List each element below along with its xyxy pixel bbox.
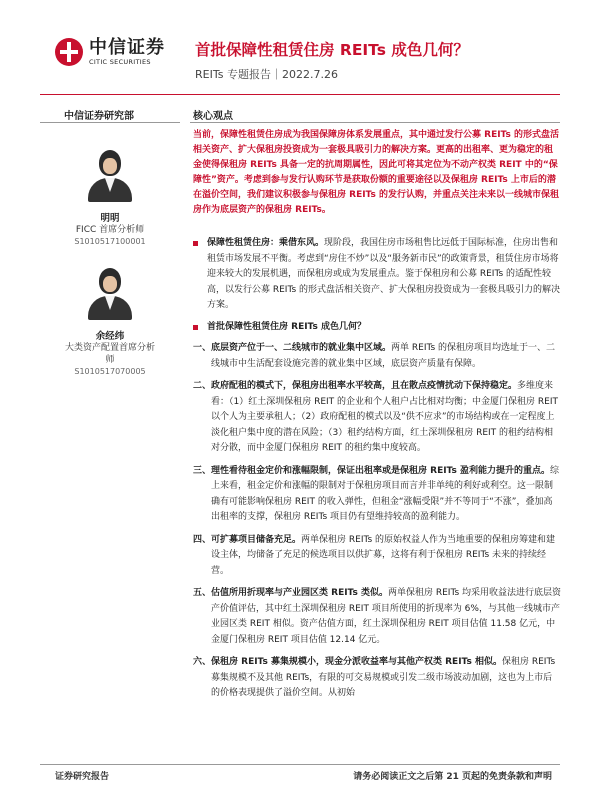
footer-label: 证券研究报告 (55, 772, 110, 782)
list-item (193, 379, 561, 457)
main-divider (190, 122, 560, 123)
footer-divider (40, 764, 560, 765)
analyst-title: 大类资产配置首席分析师 (64, 343, 155, 365)
bullet-lead: 首批保障性租赁住房 REITs 成色几何？ (207, 321, 366, 332)
analyst-name: 余经纬 (95, 331, 125, 342)
item-lead: 政府配租的模式下，保租房出租率水平较高，且在散点疫情扰动下保持稳定。 (211, 381, 518, 391)
footer-disclaimer: 请务必阅读正文之后第 21 页起的免责条款和声明 (353, 772, 552, 782)
bullet-paragraph (193, 320, 561, 336)
list-item (193, 586, 561, 648)
item-lead: 保租房 REITs 募集规模小，现金分派收益率与其他产权类 REITs 相似。 (211, 657, 502, 667)
brand-name-en: CITIC SECURITIES (89, 57, 151, 66)
item-text: 两单保租房 REITs 均采用收益法进行底层资产价值评估，其中红土深圳保租房 REIT 项目所使用的折现率为 6%，与其他一线城市产业园区类 REIT 相似。资产估值方面，红土深圳保租房 REIT 项目估值 11.58 亿元，中金厦门保租房 REIT 项目估值 12.14 亿元。 (211, 588, 562, 645)
item-text: 保租房 REITs 募集规模不及其他 REITs，有限的可交易规模或引发二级市场波动加剧，这也为上市后的价格表现提供了溢价空间。从初始 (211, 657, 556, 698)
bullet-square-icon (193, 325, 198, 330)
item-text: 两单 REITs 的保租房项目均选址于一、二线城市中生活配套设施完善的就业集中区域，底层资产质量有保障。 (211, 343, 556, 369)
item-number: 一、 (193, 343, 212, 353)
item-number: 六、 (193, 657, 212, 667)
bullet-paragraph (193, 236, 561, 314)
item-text: 两单保租房 REITs 的原始权益人作为当地重要的保租房筹建和建设主体，均储备了充足的候选项目以供扩募，这将有利于保租房 REITs 未来的持续经营。 (211, 534, 556, 576)
header-divider (40, 94, 560, 95)
item-text: 多维度来看：（1）红土深圳保租房 REIT 的企业和个人租户占比相对均衡；中金厦门保租房 REIT 以个人为主要承租人；（2）政府配租的模式以及“供不应求”的市场结构或在一定程度上淡化租户集中度的潜在风险；（3）租约结构方面，红土深圳保租房 REIT 的租约结构相对分散，而中金厦门保租房 REIT 的租约集中度较高。 (211, 381, 558, 453)
bullet-square-icon (193, 241, 198, 246)
report-subtitle: REITs 专题报告｜2022.7.26 (195, 68, 338, 81)
analyst-card (40, 150, 180, 246)
analyst-card (40, 268, 180, 376)
brand-name-cn: 中信证券 (89, 36, 165, 58)
report-title: 首批保障性租赁住房 REITs 成色几何？ (195, 41, 469, 59)
bullet-lead: 保障性租赁住房：乘借东风。 (207, 238, 325, 248)
avatar (88, 150, 132, 204)
item-number: 二、 (193, 381, 212, 391)
item-text: 综上来看，租金定价和涨幅的限制对于保租房项目而言并非单纯的利好或利空。这一限制确有可能影响保租房 REIT 的收入弹性，但租金“涨幅受限”并不等同于“不涨”，叠加高出租率的支撑，保租房 REITs 项目仍有望维持较高的盈利能力。 (211, 465, 560, 522)
item-lead: 可扩募项目储备充足。 (211, 534, 302, 545)
item-lead: 理性看待租金定价和涨幅限制，保证出租率或是保租房 REITs 盈利能力提升的重点。 (211, 465, 550, 476)
analyst-title: FICC 首席分析师 (75, 225, 145, 235)
main-heading: 核心观点 (193, 111, 233, 122)
item-lead: 估值所用折现率与产业园区类 REITs 类似。 (211, 588, 388, 598)
bullet-text: 现阶段，我国住房市场租售比远低于国际标准，住房出售和租赁市场发展不平衡。考虑到“房住不炒”以及“服务新市民”的政策背景，租赁住房市场将迎来较大的发展机遇，而保租房或成为发展重点。鉴于保租房和公募 REITs 的适配性较高，以发行公募 REITs 的形式盘活相关资产、扩大保租房投资成为一套极具吸引力的解决方案。 (207, 238, 561, 310)
citic-logo-icon (55, 38, 83, 66)
item-number: 五、 (193, 588, 212, 598)
list-item (193, 341, 561, 372)
brand-logo (55, 38, 165, 66)
list-item (193, 655, 561, 702)
analyst-code: S1010517070005 (74, 367, 146, 376)
sidebar-heading: 中信证券研究部 (64, 111, 134, 122)
item-number: 四、 (193, 534, 212, 545)
report-body (193, 236, 561, 709)
list-item (193, 533, 561, 580)
item-lead: 底层资产位于一、二线城市的就业集中区域。 (211, 343, 392, 353)
sidebar-divider (40, 122, 180, 123)
analyst-code: S1010517100001 (74, 237, 146, 246)
avatar (88, 268, 132, 322)
key-summary: 当前，保障性租赁住房成为我国保障房体系发展重点，其中通过发行公募 REITs 的形式盘活相关资产、扩大保租房投资成为一套极具吸引力的解决方案。更高的出租率、更为稳定的租金使得保租房 REITs 具备一定的抗周期属性，因此可将其定位为不动产权类 REIT 中的“保障性”资产。考虑到参与发行认购环节是获取份额的重要途径以及保租房 REITs 上市后的潜在溢价空间，我们建议积极参与保租房 REITs 的发行认购，并重点关注未来以一线城市保租房作为底层资产的保租房 REITs。 (193, 130, 559, 215)
list-item (193, 464, 561, 526)
analyst-name: 明明 (100, 213, 120, 224)
item-number: 三、 (193, 465, 212, 476)
